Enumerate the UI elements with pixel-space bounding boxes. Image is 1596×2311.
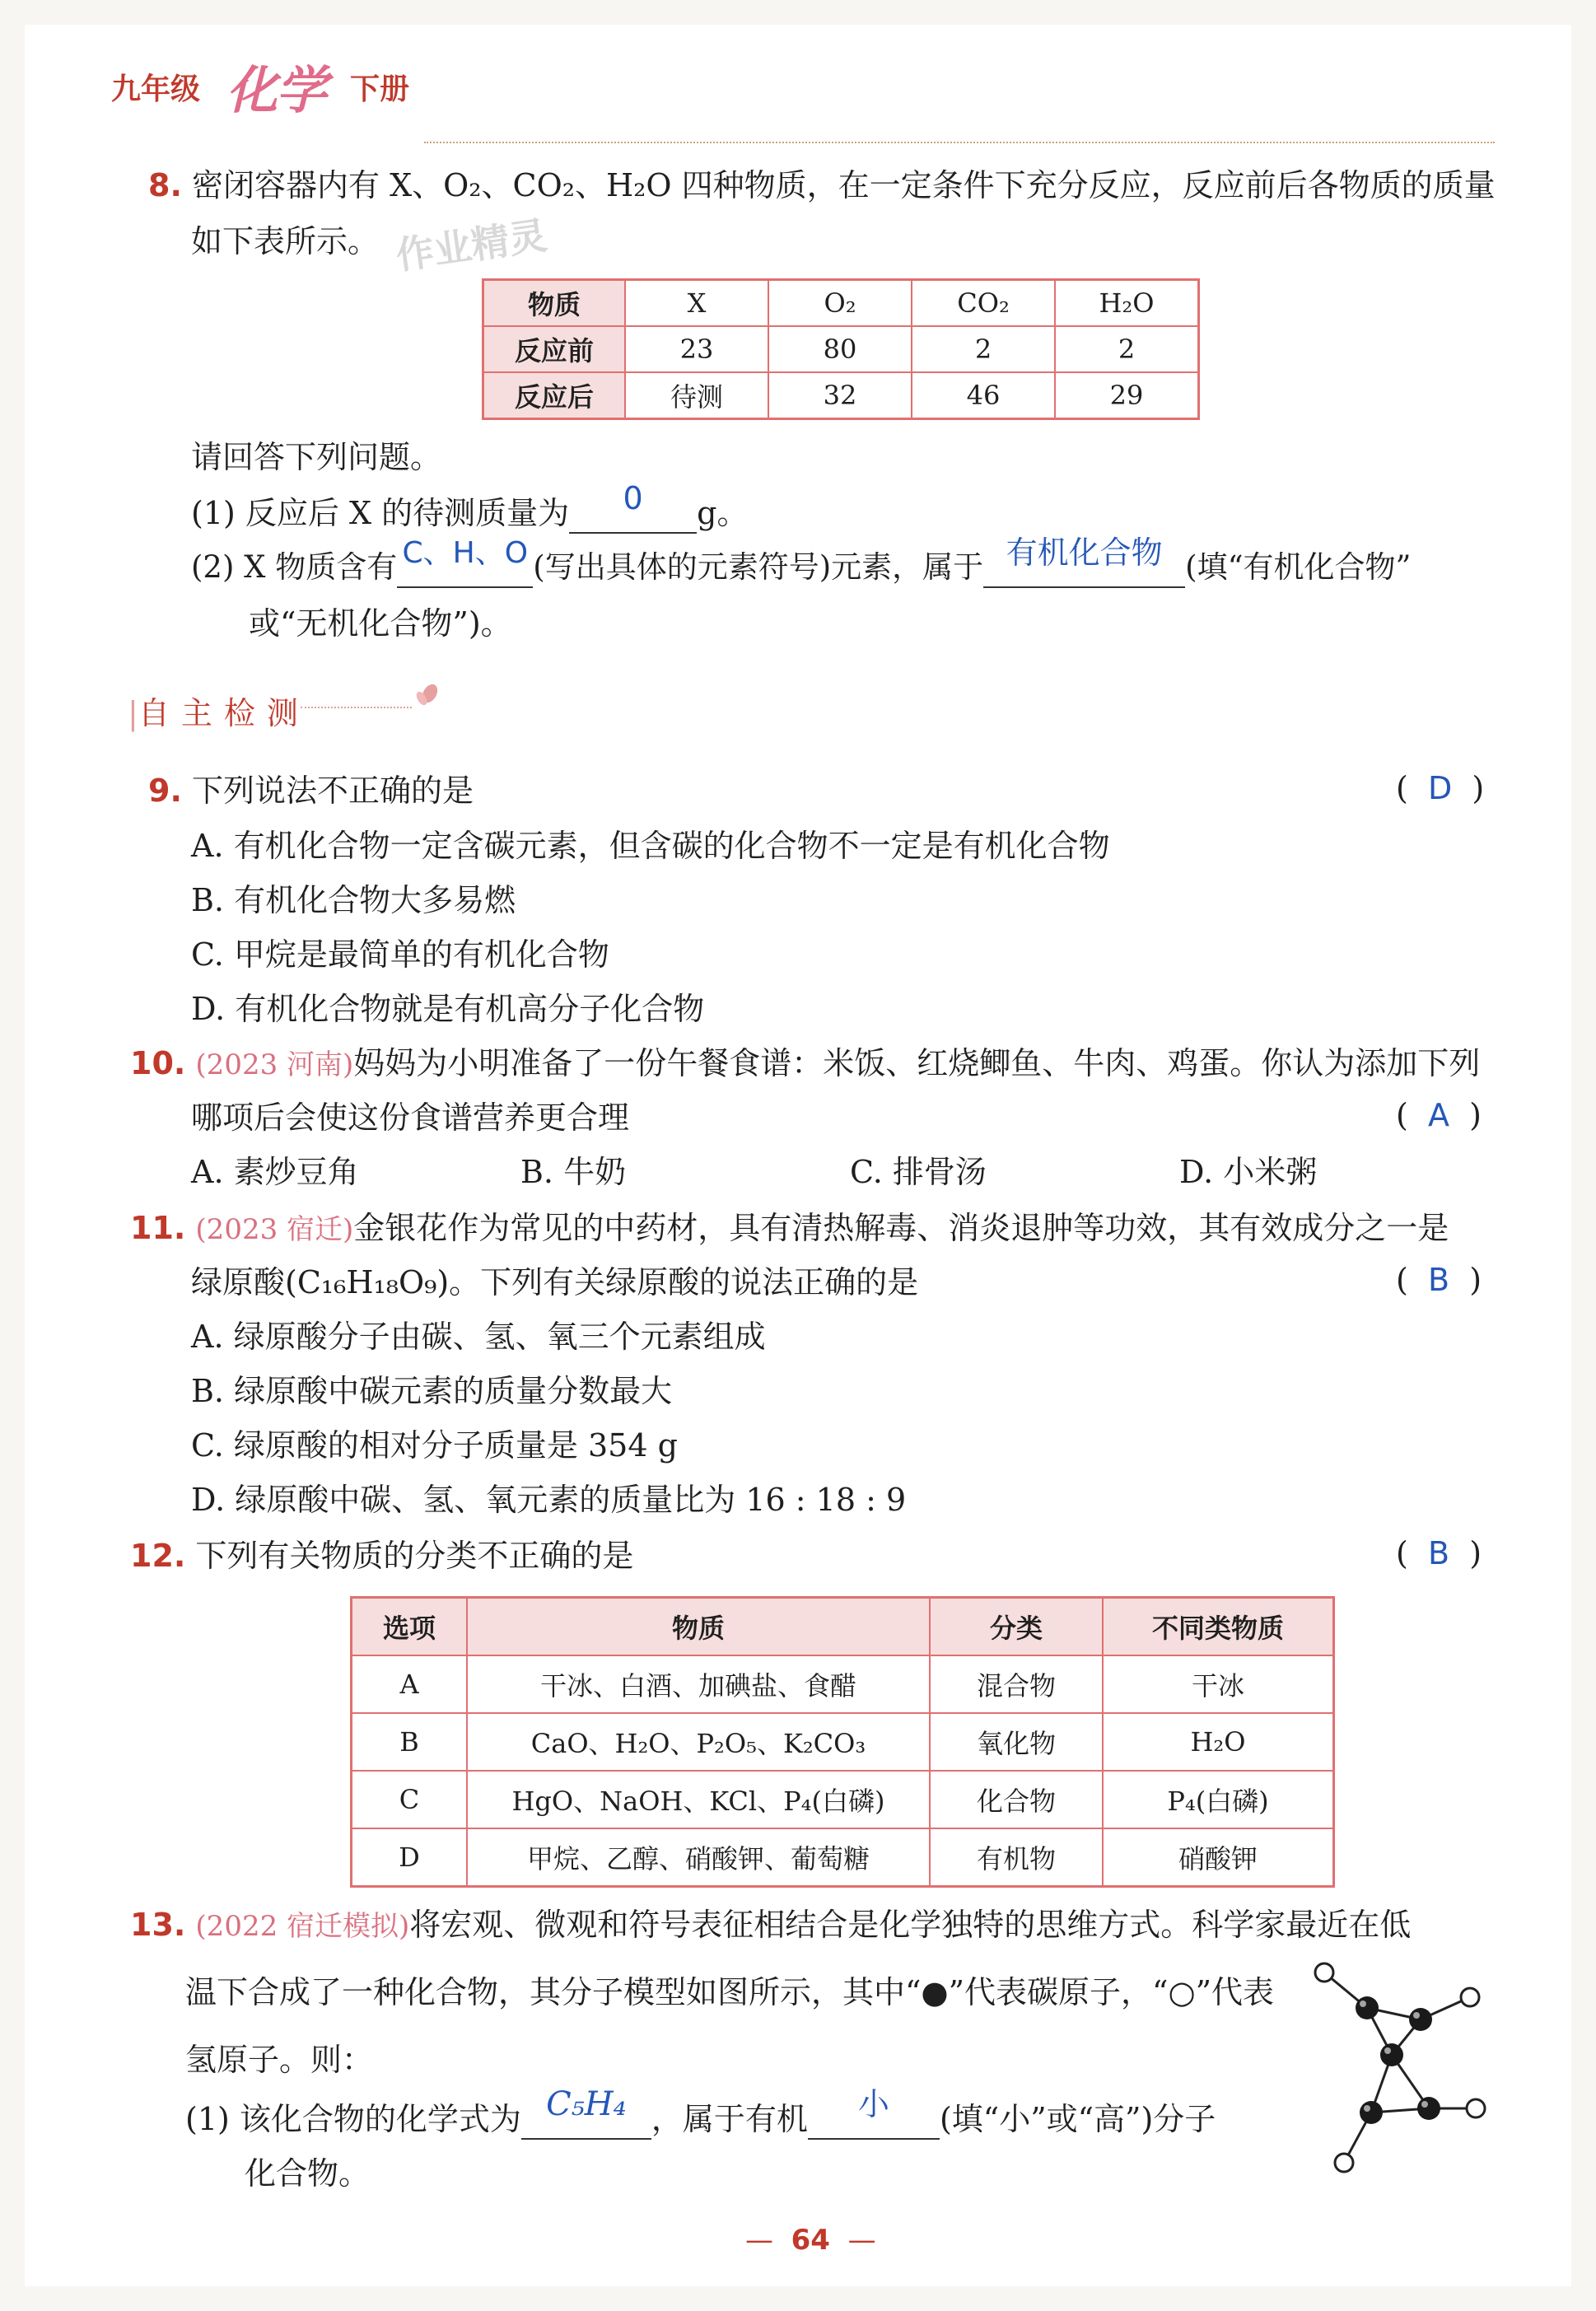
q12-stem: 下列有关物质的分类不正确的是 [195, 1538, 634, 1574]
q12-table [350, 1596, 1335, 1888]
q8-th: H₂O [1055, 280, 1199, 327]
q8-p1-answer: 0 [623, 480, 643, 516]
q8-th: O₂ [768, 280, 912, 327]
q12-table-header [352, 1598, 1334, 1656]
q8-cell: 46 [912, 372, 1055, 419]
q12-table-row [352, 1771, 1334, 1828]
q12-cell: 有机物 [930, 1828, 1103, 1887]
q12-answer: B [1427, 1535, 1450, 1571]
q12-cell: B [352, 1713, 468, 1771]
q11-line1 [130, 1207, 1449, 1250]
q11-option: B. 绿原酸中碳元素的质量分数最大 [191, 1373, 673, 1409]
q10-answer: A [1427, 1097, 1449, 1133]
q12-answer-paren: ( B ) [1396, 1535, 1482, 1571]
q12-th: 选项 [352, 1598, 468, 1656]
q9-answer: D [1427, 770, 1453, 806]
q13-stem3: 氢原子。则： [185, 2042, 374, 2078]
q8-p2-blank2[interactable] [983, 535, 1185, 588]
q8-stem2: 如下表所示。 [191, 223, 380, 259]
q9-option: D. 有机化合物就是有机高分子化合物 [191, 991, 705, 1027]
q11-option: D. 绿原酸中碳、氢、氧元素的质量比为 16 : 18 : 9 [191, 1482, 907, 1518]
q10-number: 10. [130, 1045, 186, 1081]
q10-answer-paren: ( A ) [1396, 1097, 1482, 1133]
q10-option: B. 牛奶 [520, 1154, 627, 1190]
q8-cell: 反应后 [483, 372, 626, 419]
q13-p1-line2: 化合物。 [245, 2155, 371, 2192]
carbon-atom-icon [1360, 2101, 1383, 2124]
q10-stem2: 哪项后会使这份食谱营养更合理 [191, 1099, 630, 1136]
q10-option: C. 排骨汤 [850, 1154, 987, 1190]
page-number: — 64 — [745, 2224, 876, 2257]
section-divider [301, 707, 412, 708]
carbon-atom-icon [1417, 2097, 1440, 2120]
q12-th: 分类 [930, 1598, 1103, 1656]
q11-stem1: 金银花作为常见的中药材，具有清热解毒、消炎退肿等功效，其有效成分之一是 [353, 1210, 1449, 1246]
q9-stem-line [148, 770, 474, 811]
q8-p1-unit: g。 [697, 495, 749, 531]
q13-p1-post: (填“小”或“高”)分子 [939, 2101, 1216, 2137]
header-volume: 下册 [350, 72, 410, 106]
q8-stem1: 密闭容器内有 X、O₂、CO₂、H₂O 四种物质，在一定条件下充分反应，反应前后各物质的质量 [191, 167, 1496, 203]
q13-stem2: 温下合成了一种化合物，其分子模型如图所示，其中“●”代表碳原子，“○”代表 [185, 1974, 1275, 2010]
q12-cell: 甲烷、乙醇、硝酸钾、葡萄糖 [467, 1828, 930, 1887]
q8-prompt: 请回答下列问题。 [191, 439, 442, 475]
q12-table-row [352, 1713, 1334, 1771]
q9-number: 9. [148, 773, 182, 809]
page-number-text: 64 [791, 2224, 830, 2257]
carbon-atom-icon [1409, 2008, 1432, 2031]
q11-option: C. 绿原酸的相对分子质量是 354 g [191, 1427, 678, 1464]
q13-p1-blank2[interactable] [808, 2086, 940, 2140]
section-title: |自主检测 [128, 695, 310, 731]
q8-cell: 80 [768, 326, 912, 372]
q13-stem1: 将宏观、微观和符号表征相结合是化学独特的思维方式。科学家最近在低 [409, 1907, 1412, 1943]
q8-p1-text: (1) 反应后 X 的待测质量为 [191, 495, 570, 531]
header-subject: 化学 [226, 60, 326, 120]
q12-cell: 干冰 [1103, 1655, 1334, 1713]
q12-cell: A [352, 1655, 468, 1713]
hydrogen-atom-icon [1461, 1988, 1479, 2006]
q8-table-header [483, 280, 1199, 327]
q9-option: A. 有机化合物一定含碳元素，但含碳的化合物不一定是有机化合物 [191, 828, 1110, 864]
q11-option: A. 绿原酸分子由碳、氢、氧三个元素组成 [191, 1319, 766, 1355]
q10-source: (2023 河南) [195, 1048, 354, 1081]
q13-p1-text: (1) 该化合物的化学式为 [185, 2101, 521, 2137]
q12-cell: 硝酸钾 [1103, 1828, 1334, 1887]
q8-part2 [191, 535, 1412, 588]
q8-line1 [148, 165, 1496, 206]
q8-table [482, 278, 1200, 420]
carbon-atom-icon [1356, 1996, 1379, 2019]
q8-th: 物质 [483, 280, 626, 327]
q8-p2-post: (填“有机化合物” [1185, 549, 1412, 585]
q11-stem2: 绿原酸(C₁₆H₁₈O₉)。下列有关绿原酸的说法正确的是 [191, 1264, 919, 1300]
q12-table-row [352, 1828, 1334, 1887]
q8-part1 [191, 480, 749, 534]
q8-p2-blank1[interactable] [397, 536, 533, 588]
q8-table-row [483, 326, 1199, 372]
watermark: 作业精灵 [393, 212, 550, 278]
hydrogen-atom-icon [1335, 2154, 1353, 2172]
molecule-bonds [1324, 1973, 1476, 2163]
q12-cell: 化合物 [930, 1771, 1103, 1828]
q12-cell: P₄(白磷) [1103, 1771, 1334, 1828]
q12-th: 物质 [467, 1598, 930, 1656]
q12-cell: D [352, 1828, 468, 1887]
leaf-icon [412, 682, 445, 715]
q12-stem-line [130, 1535, 633, 1576]
q8-p2-line2: 或“无机化合物”)。 [249, 605, 512, 642]
section-title-text: 自主检测 [138, 695, 310, 731]
q8-cell: 2 [1055, 326, 1199, 372]
q8-cell: 待测 [625, 372, 768, 419]
q8-p2-answer1: C、H、O [402, 536, 529, 570]
q12-cell: H₂O [1103, 1713, 1334, 1771]
q8-cell: 23 [625, 326, 768, 372]
q13-p1-mid: ，属于有机 [651, 2101, 808, 2137]
q9-option: C. 甲烷是最简单的有机化合物 [191, 936, 609, 973]
header-rule [424, 142, 1495, 143]
q8-th: CO₂ [912, 280, 1055, 327]
q8-cell: 29 [1055, 372, 1199, 419]
q9-stem: 下列说法不正确的是 [191, 773, 474, 809]
q10-option: A. 素炒豆角 [191, 1154, 359, 1190]
q12-cell: C [352, 1771, 468, 1828]
hydrogen-atom-icon [1315, 1963, 1333, 1982]
q11-number: 11. [130, 1210, 186, 1246]
q11-answer: B [1427, 1262, 1450, 1298]
q8-p2-text: (2) X 物质含有 [191, 549, 398, 585]
q8-table-row [483, 372, 1199, 419]
carbon-atom-icon [1380, 2043, 1403, 2066]
q10-stem1: 妈妈为小明准备了一份午餐食谱：米饭、红烧鲫鱼、牛肉、鸡蛋。你认为添加下列 [353, 1045, 1481, 1081]
q13-part1 [185, 2085, 1216, 2140]
q8-p1-blank[interactable] [569, 480, 697, 534]
q9-answer-paren: ( D ) [1396, 770, 1485, 806]
q11-source: (2023 宿迁) [195, 1213, 354, 1246]
hydrogen-atom-icon [1467, 2099, 1485, 2117]
header-grade: 九年级 [111, 72, 201, 106]
q12-cell: CaO、H₂O、P₂O₅、K₂CO₃ [467, 1713, 930, 1771]
q10-line1 [130, 1043, 1480, 1085]
q8-p2-answer2: 有机化合物 [1006, 535, 1163, 571]
q8-cell: 反应前 [483, 326, 626, 372]
q12-cell: HgO、NaOH、KCl、P₄(白磷) [467, 1771, 930, 1828]
q12-cell: 干冰、白酒、加碘盐、食醋 [467, 1655, 930, 1713]
q9-option: B. 有机化合物大多易燃 [191, 882, 516, 918]
q11-answer-paren: ( B ) [1396, 1262, 1482, 1298]
q12-table-row [352, 1655, 1334, 1713]
molecule-model-figure [1293, 1952, 1507, 2183]
q8-number: 8. [148, 167, 182, 203]
q8-cell: 32 [768, 372, 912, 419]
q8-th: X [625, 280, 768, 327]
q13-line1 [130, 1904, 1411, 1947]
q13-p1-answer1: C₅H₄ [546, 2085, 627, 2123]
q10-option: D. 小米粥 [1179, 1154, 1318, 1190]
q12-th: 不同类物质 [1103, 1598, 1334, 1656]
q12-cell: 氧化物 [930, 1713, 1103, 1771]
q12-cell: 混合物 [930, 1655, 1103, 1713]
q8-cell: 2 [912, 326, 1055, 372]
q13-source: (2022 宿迁模拟) [195, 1910, 410, 1943]
q8-p2-mid: (写出具体的元素符号)元素，属于 [533, 549, 984, 585]
q12-number: 12. [130, 1538, 186, 1574]
q13-number: 13. [130, 1907, 186, 1943]
q13-p1-answer2: 小 [857, 2086, 889, 2122]
q13-p1-blank1[interactable] [521, 2085, 651, 2140]
